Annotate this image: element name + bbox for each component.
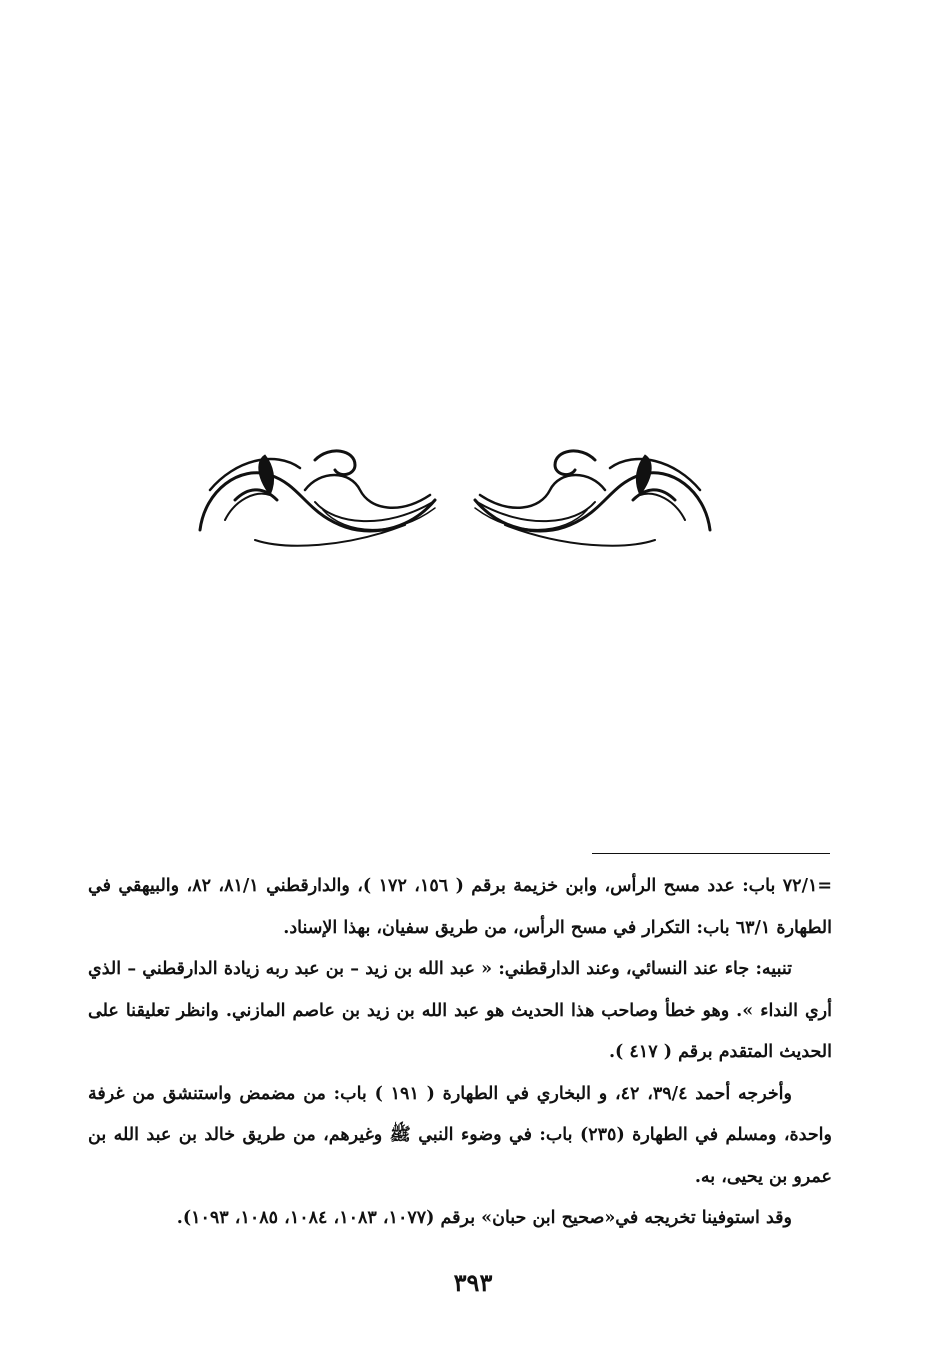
ornament-right-half xyxy=(475,451,710,546)
ornament-left-half xyxy=(200,451,435,546)
footnote-paragraph-sources: وأخرجه أحمد ٣٩/٤، ٤٢، و البخاري في الطهارة ( ١٩١ ) باب: من مضمض واستنشق من غرفة واحدة، ومسلم في الطهارة (٢٣٥) باب: في وضوء النبي ﷺ وغيرهم، من طريق خالد بن عبد الله بن عمرو بن يحيى، به. xyxy=(88,1083,832,1187)
footnote-separator xyxy=(592,853,830,854)
footnote-paragraph-ibn-hibban: وقد استوفينا تخريجه في«صحيح ابن حبان» برقم (١٠٧٧، ١٠٨٣، ١٠٨٤، ١٠٨٥، ١٠٩٣). xyxy=(176,1208,792,1228)
page-number: ٣٩٣ xyxy=(453,1268,493,1297)
footnote-paragraph-note: تنبيه: جاء عند النسائي، وعند الدارقطني: « عبد الله بن زيد – بن عبد ربه زيادة الدارقطني – الذي أري النداء ». وهو خطأ وصاحب هذا الحديث هو عبد الله بن زيد بن عاصم المازني. وانظر تعليقنا على الحديث المتقدم برقم ( ٤١٧ ). xyxy=(88,959,832,1062)
decorative-ornament-icon xyxy=(195,430,715,550)
footnote-paragraph-continuation: =٧٢/١ باب: عدد مسح الرأس، وابن خزيمة برقم ( ١٥٦، ١٧٢ )، والدارقطني ٨١/١، ٨٢، والبيهقي في الطهارة ٦٣/١ باب: التكرار في مسح الرأس، من طريق سفيان، بهذا الإسناد. xyxy=(88,876,833,938)
footnotes-section xyxy=(88,866,832,1240)
